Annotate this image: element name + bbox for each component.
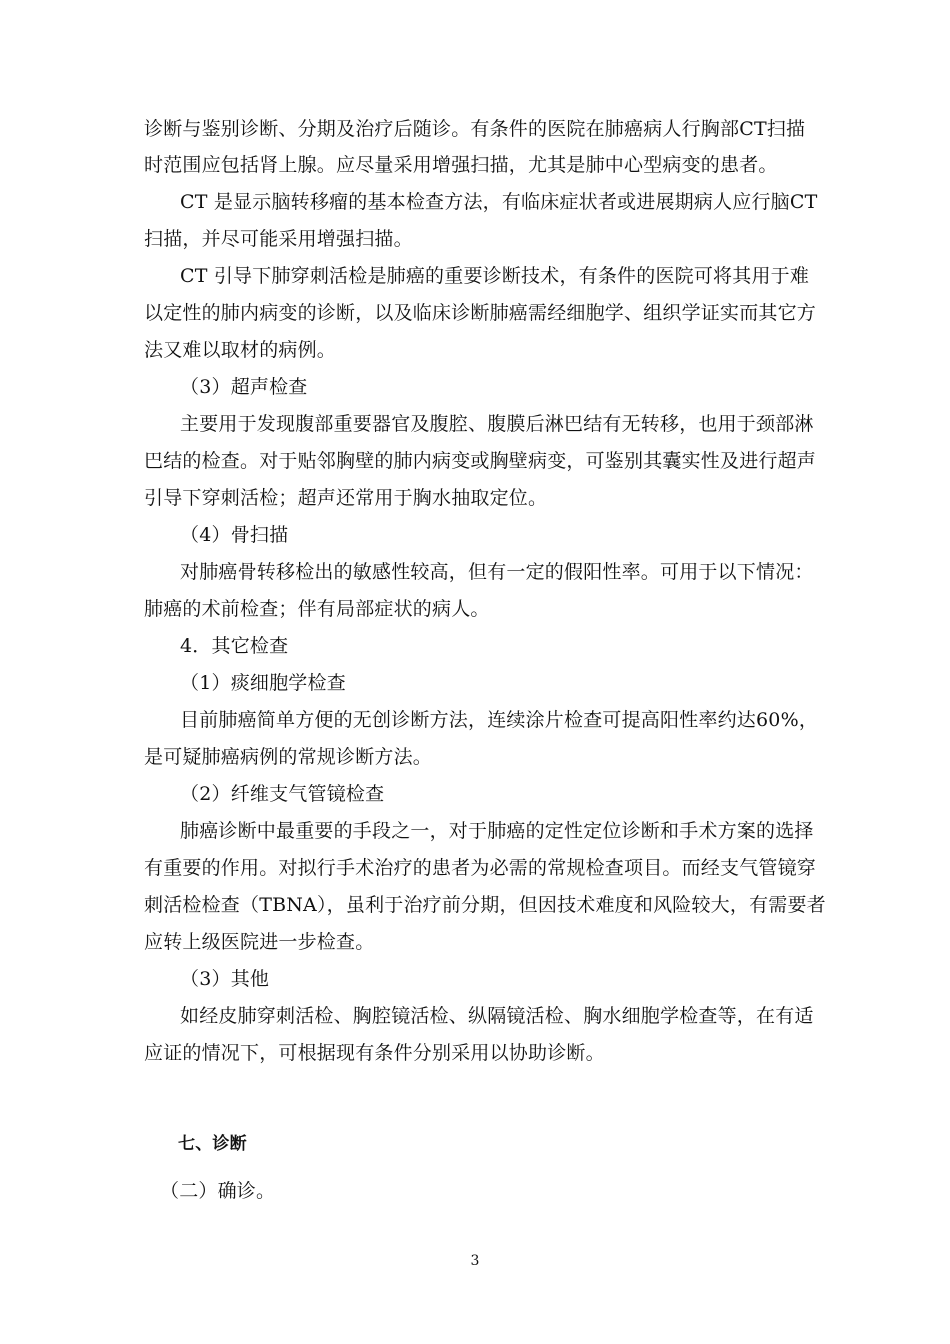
- paragraph-line: 肺癌诊断中最重要的手段之一，对于肺癌的定性定位诊断和手术方案的选择: [180, 820, 814, 842]
- subheading: 4．其它检查: [180, 635, 289, 657]
- paragraph-line: 肺癌的术前检查；伴有局部症状的病人。: [144, 598, 490, 620]
- paragraph-line: CT 引导下肺穿刺活检是肺癌的重要诊断技术，有条件的医院可将其用于难: [180, 265, 810, 287]
- paragraph-line: 主要用于发现腹部重要器官及腹腔、腹膜后淋巴结有无转移，也用于颈部淋: [180, 413, 814, 435]
- section-heading: 七、诊断: [178, 1134, 247, 1154]
- subheading: （3）超声检查: [180, 376, 308, 398]
- paragraph-line: 是可疑肺癌病例的常规诊断方法。: [144, 746, 433, 768]
- page-number: 3: [470, 1253, 480, 1269]
- paragraph-line: 扫描，并尽可能采用增强扫描。: [144, 228, 413, 250]
- paragraph-line: 应证的情况下，可根据现有条件分别采用以协助诊断。: [144, 1042, 605, 1064]
- paragraph-line: 如经皮肺穿刺活检、胸腔镜活检、纵隔镜活检、胸水细胞学检查等，在有适: [180, 1005, 814, 1027]
- paragraph-line: 目前肺癌简单方便的无创诊断方法，连续涂片检查可提高阳性率约达60%，: [180, 709, 819, 731]
- paragraph-line: 以定性的肺内病变的诊断，以及临床诊断肺癌需经细胞学、组织学证实而其它方: [144, 302, 817, 324]
- paragraph-line: 诊断与鉴别诊断、分期及治疗后随诊。有条件的医院在肺癌病人行胸部CT扫描: [144, 118, 806, 140]
- paragraph-line: 法又难以取材的病例。: [144, 339, 337, 361]
- subsection-heading: （二）确诊。: [160, 1180, 276, 1202]
- subheading: （3）其他: [180, 968, 270, 990]
- subheading: （1）痰细胞学检查: [180, 672, 346, 694]
- paragraph-line: CT 是显示脑转移瘤的基本检查方法，有临床症状者或进展期病人应行脑CT: [180, 191, 818, 213]
- paragraph-line: 引导下穿刺活检；超声还常用于胸水抽取定位。: [144, 487, 548, 509]
- subheading: （2）纤维支气管镜检查: [180, 783, 385, 805]
- subheading: （4）骨扫描: [180, 524, 289, 546]
- paragraph-line: 应转上级医院进一步检查。: [144, 931, 375, 953]
- paragraph-line: 对肺癌骨转移检出的敏感性较高，但有一定的假阳性率。可用于以下情况：: [180, 561, 814, 583]
- paragraph-line: 时范围应包括肾上腺。应尽量采用增强扫描，尤其是肺中心型病变的患者。: [144, 154, 778, 176]
- paragraph-line: 刺活检检查（TBNA），虽利于治疗前分期，但因技术难度和风险较大，有需要者: [144, 894, 826, 916]
- paragraph-line: 巴结的检查。对于贴邻胸壁的肺内病变或胸壁病变，可鉴别其囊实性及进行超声: [144, 450, 817, 472]
- paragraph-line: 有重要的作用。对拟行手术治疗的患者为必需的常规检查项目。而经支气管镜穿: [144, 857, 817, 879]
